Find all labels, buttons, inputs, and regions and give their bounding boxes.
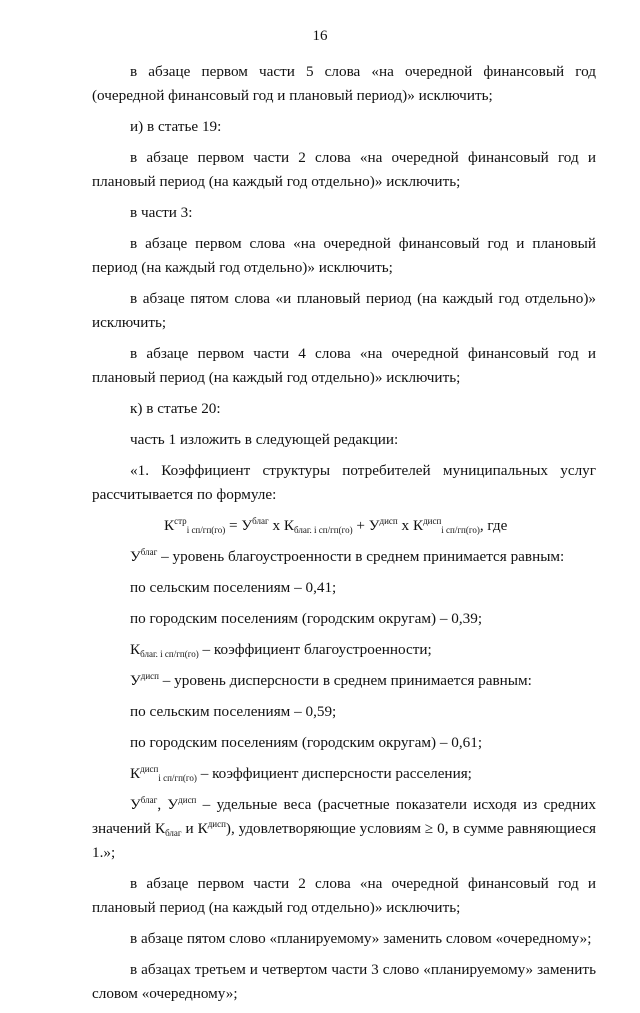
paragraph: в абзаце первом части 2 слова «на очередной финансовый год и плановый период (на каждый год отдельно)» исключить; [92,149,596,190]
symbol-k: К [154,820,166,837]
paragraph: к) в статье 20: [130,400,221,417]
symbol-sup: благ [140,547,158,557]
symbol-u: У [130,672,141,689]
symbol-sup: благ [140,795,158,805]
paragraph: в абзаце первом части 2 слова «на очередной финансовый год и плановый период (на каждый год отдельно)» исключить; [92,875,596,916]
definition-text: – уровень дисперсности в среднем принимается равным: [158,672,532,689]
formula-k2-sub: благ. i сп/гп(го) [294,525,353,535]
paragraph: в абзаце первом части 4 слова «на очередной финансовый год и плановый период (на каждый год отдельно)» исключить; [92,345,596,386]
formula-u2-sup: дисп [379,516,398,526]
formula-u1: У [241,517,253,534]
formula-k: К [164,517,175,534]
symbol-sub: благ [165,828,182,838]
definition-u-blag [92,545,596,569]
page-number: 16 [312,28,328,44]
definition-text: – уровень благоустроенности в среднем принимается равным: [157,548,565,565]
formula-k3-sup: дисп [423,516,442,526]
paragraph: «1. Коэффициент структуры потребителей муниципальных услуг рассчитывается по формуле: [92,462,596,503]
conjunction: и [181,820,198,837]
symbol-u: У [167,796,179,813]
value-rural-blag: по сельским поселениям – 0,41; [130,579,337,596]
symbol-u: У [130,796,141,813]
formula-k3-sub: i сп/гп(го) [441,525,480,535]
paragraph: в части 3: [130,204,193,221]
paragraph: в абзаце пятом слово «планируемому» заменить словом «очередному»; [130,930,592,947]
document-body [92,60,596,1013]
definition-k-disp [92,762,596,786]
definition-weights [92,793,596,865]
definition-text: ), удовлетворяющие условиям ≥ 0, в сумме равняющиеся 1.»; [92,820,596,861]
symbol-sub: благ. i сп/гп(го) [140,649,199,659]
symbol-k: К [197,820,208,837]
definition-text: – удельные веса (расчетные показатели исходя из средних значений [92,796,596,837]
formula-k-sup: стр [174,516,187,526]
formula-tail: , где [479,517,508,534]
value-rural-disp: по сельским поселениям – 0,59; [130,703,337,720]
formula-x2: х [397,517,413,534]
symbol-k: К [130,641,141,658]
symbol-u: У [130,548,141,565]
value-urban-disp: по городским поселениям (городским округам) – 0,61; [130,734,483,751]
formula-k2: К [283,517,295,534]
formula-eq: = [225,517,242,534]
formula-plus: + [352,517,369,534]
paragraph: в абзаце первом части 5 слова «на очередной финансовый год (очередной финансовый год и плановый период)» исключить; [92,63,596,104]
symbol-k: К [130,765,141,782]
definition-k-blag [92,638,596,662]
definition-u-disp [92,669,596,693]
symbol-sup: дисп [178,795,197,805]
paragraph: часть 1 изложить в следующей редакции: [130,431,399,448]
formula-x1: х [268,517,284,534]
formula [92,514,596,538]
symbol-sup: дисп [140,764,159,774]
paragraph: в абзацах третьем и четвертом части 3 слово «планируемому» заменить словом «очередному»; [92,961,596,1002]
value-urban-blag: по городским поселениям (городским округам) – 0,39; [130,610,483,627]
formula-k-sub: i сп/гп(го) [186,525,226,535]
symbol-sub: i сп/гп(го) [158,773,197,783]
separator: , [157,796,168,813]
formula-u1-sup: благ [252,516,269,526]
formula-k3: К [412,517,424,534]
paragraph: в абзаце пятом слова «и плановый период (на каждый год отдельно)» исключить; [92,290,596,331]
paragraph: в абзаце первом слова «на очередной финансовый год и плановый период (на каждый год отдельно)» исключить; [92,235,596,276]
paragraph: и) в статье 19: [130,118,222,135]
definition-text: – коэффициент благоустроенности; [198,641,432,658]
formula-u2: У [368,517,380,534]
symbol-sup: дисп [207,819,226,829]
definition-text: – коэффициент дисперсности расселения; [196,765,472,782]
symbol-sup: дисп [140,671,159,681]
